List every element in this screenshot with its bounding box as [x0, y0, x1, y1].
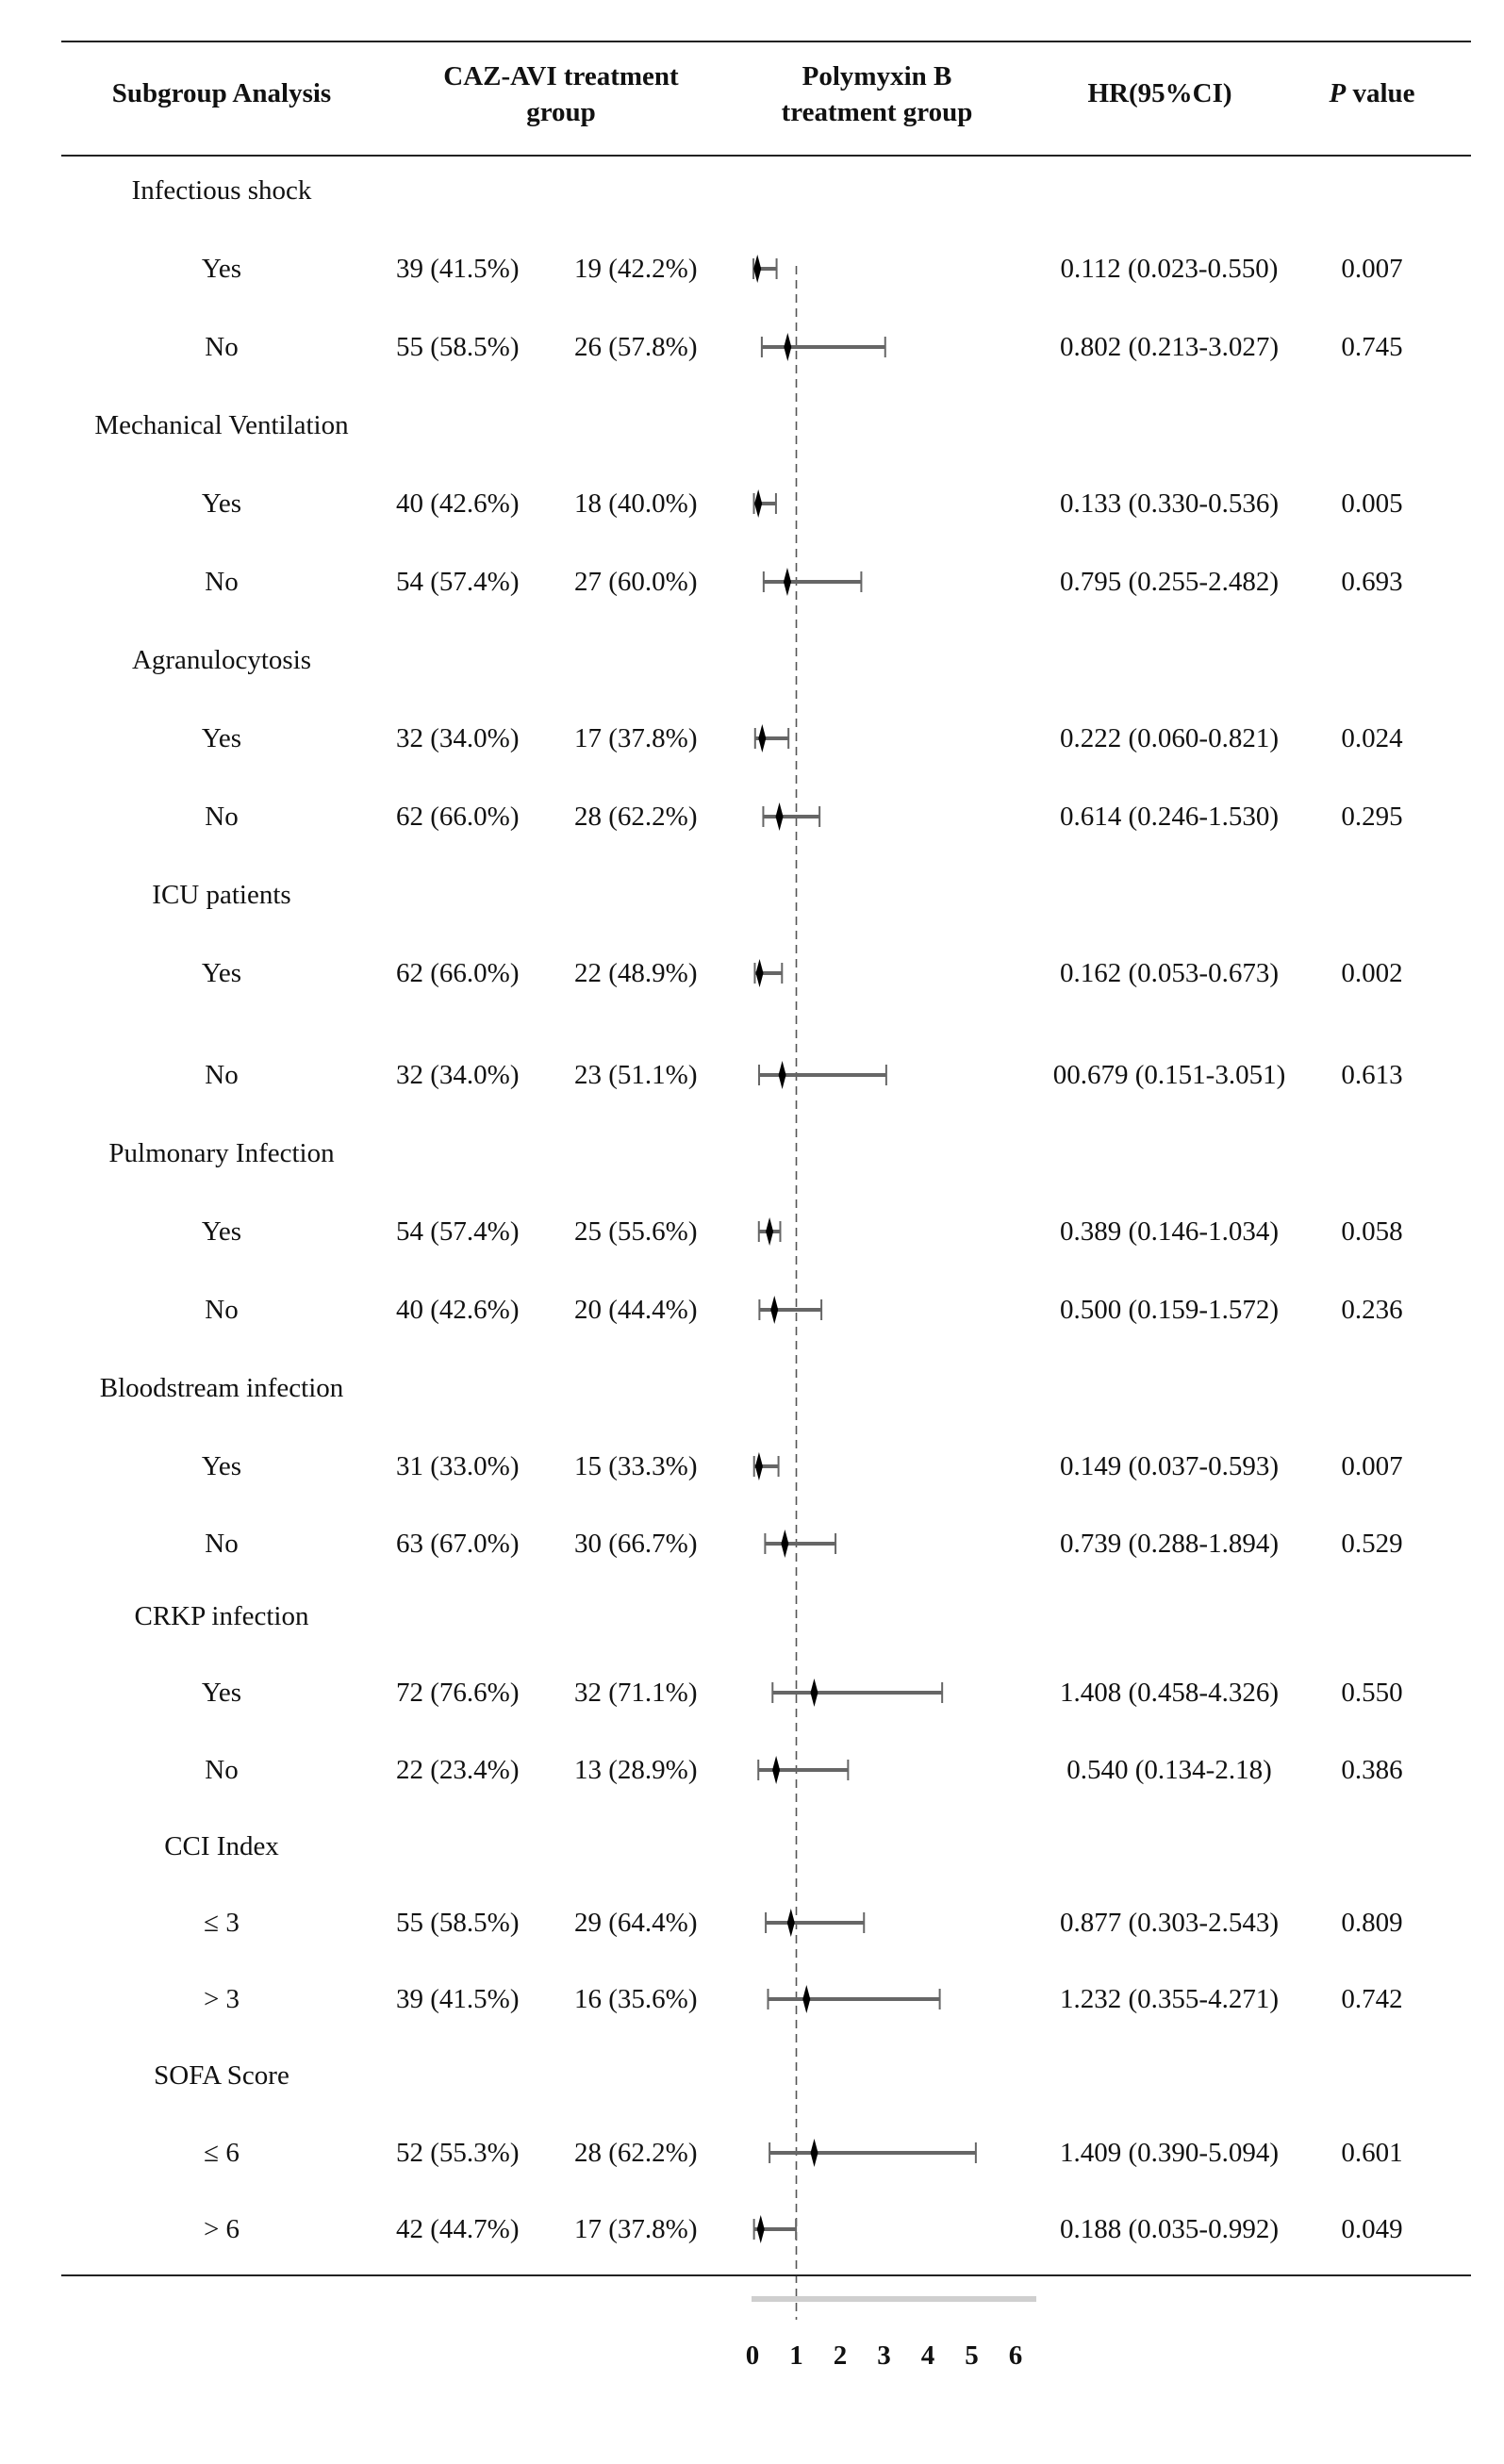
- hr-point: [770, 1296, 778, 1324]
- p-value: 0.295: [1341, 802, 1403, 832]
- pmb-value: 16 (35.6%): [574, 1984, 698, 2014]
- hr-point: [776, 802, 784, 831]
- caz-value: 55 (58.5%): [396, 1908, 520, 1938]
- hr-text: 0.500 (0.159-1.572): [1060, 1295, 1279, 1325]
- p-value: 0.058: [1341, 1216, 1403, 1247]
- p-value: 0.236: [1341, 1295, 1403, 1325]
- hr-text: 1.408 (0.458-4.326): [1060, 1678, 1279, 1708]
- hr-text: 0.133 (0.330-0.536): [1060, 488, 1279, 519]
- row-label: ≤ 3: [204, 1908, 240, 1938]
- row-label: Yes: [201, 1678, 242, 1708]
- group-title: Agranulocytosis: [131, 645, 312, 675]
- x-tick-label: 2: [833, 2340, 848, 2371]
- pmb-value: 32 (71.1%): [574, 1678, 698, 1708]
- hr-text: 0.739 (0.288-1.894): [1060, 1529, 1279, 1559]
- pmb-value: 18 (40.0%): [574, 488, 698, 519]
- header-caz-line2: group: [526, 97, 596, 127]
- p-value: 0.005: [1341, 488, 1403, 519]
- group-title: Infectious shock: [131, 175, 312, 206]
- header-hr: HR(95%CI): [1087, 78, 1232, 108]
- p-value: 0.007: [1341, 254, 1403, 284]
- p-value: 0.049: [1341, 2214, 1403, 2244]
- row-label: No: [205, 1529, 239, 1559]
- row-label: No: [205, 567, 239, 597]
- hr-point: [756, 959, 764, 987]
- p-value: 0.007: [1341, 1451, 1403, 1481]
- row-label: No: [205, 802, 239, 832]
- hr-text: 0.795 (0.255-2.482): [1060, 567, 1279, 597]
- x-tick-label: 4: [920, 2340, 935, 2371]
- p-value: 0.529: [1341, 1529, 1403, 1559]
- pmb-value: 19 (42.2%): [574, 254, 698, 284]
- x-tick-label: 6: [1008, 2340, 1023, 2371]
- pmb-value: 17 (37.8%): [574, 2214, 698, 2244]
- group-title: CRKP infection: [134, 1601, 309, 1631]
- caz-value: 40 (42.6%): [396, 488, 520, 519]
- header-pmb-line1: Polymyxin B: [802, 61, 952, 91]
- p-value: 0.386: [1341, 1755, 1403, 1785]
- caz-value: 39 (41.5%): [396, 1984, 520, 2014]
- hr-text: 1.409 (0.390-5.094): [1060, 2138, 1279, 2168]
- caz-value: 62 (66.0%): [396, 802, 520, 832]
- hr-text: 1.232 (0.355-4.271): [1060, 1984, 1279, 2014]
- row-label: No: [205, 332, 239, 362]
- pmb-value: 29 (64.4%): [574, 1908, 698, 1938]
- row-label: Yes: [201, 958, 242, 988]
- p-value: 0.024: [1341, 723, 1403, 753]
- header-pmb-line2: treatment group: [781, 97, 973, 127]
- hr-text: 0.614 (0.246-1.530): [1060, 802, 1279, 832]
- p-value: 0.745: [1341, 332, 1403, 362]
- hr-point: [802, 1985, 810, 2013]
- caz-value: 63 (67.0%): [396, 1529, 520, 1559]
- hr-point: [811, 2139, 818, 2167]
- pmb-value: 27 (60.0%): [574, 567, 698, 597]
- pmb-value: 22 (48.9%): [574, 958, 698, 988]
- caz-value: 40 (42.6%): [396, 1295, 520, 1325]
- p-value: 0.809: [1341, 1908, 1403, 1938]
- pmb-value: 25 (55.6%): [574, 1216, 698, 1247]
- hr-text: 0.222 (0.060-0.821): [1060, 723, 1279, 753]
- hr-text: 0.149 (0.037-0.593): [1060, 1451, 1279, 1481]
- p-value: 0.742: [1341, 1984, 1403, 2014]
- pmb-value: 13 (28.9%): [574, 1755, 698, 1785]
- bottom-rule: [61, 2274, 1471, 2276]
- group-title: Bloodstream infection: [99, 1373, 344, 1403]
- hr-text: 0.162 (0.053-0.673): [1060, 958, 1279, 988]
- caz-value: 72 (76.6%): [396, 1678, 520, 1708]
- p-value: 0.613: [1341, 1060, 1403, 1090]
- pmb-value: 23 (51.1%): [574, 1060, 698, 1090]
- row-label: Yes: [201, 254, 242, 284]
- caz-value: 52 (55.3%): [396, 2138, 520, 2168]
- hr-text: 0.540 (0.134-2.18): [1066, 1755, 1272, 1785]
- caz-value: 39 (41.5%): [396, 254, 520, 284]
- hr-point: [784, 568, 791, 596]
- hr-text: 0.877 (0.303-2.543): [1060, 1908, 1279, 1938]
- hr-point: [755, 1452, 763, 1480]
- group-title: Mechanical Ventilation: [94, 410, 349, 440]
- pmb-value: 28 (62.2%): [574, 802, 698, 832]
- caz-value: 31 (33.0%): [396, 1451, 520, 1481]
- p-value: 0.693: [1341, 567, 1403, 597]
- row-label: No: [205, 1295, 239, 1325]
- caz-value: 32 (34.0%): [396, 723, 520, 753]
- x-tick-label: 3: [877, 2340, 891, 2371]
- pmb-value: 30 (66.7%): [574, 1529, 698, 1559]
- hr-point: [810, 1678, 818, 1707]
- caz-value: 32 (34.0%): [396, 1060, 520, 1090]
- row-label: Yes: [201, 488, 242, 519]
- hr-point: [781, 1530, 788, 1558]
- group-title: ICU patients: [152, 880, 291, 910]
- caz-value: 62 (66.0%): [396, 958, 520, 988]
- group-title: SOFA Score: [154, 2060, 289, 2091]
- pmb-value: 26 (57.8%): [574, 332, 698, 362]
- hr-point: [784, 333, 791, 361]
- caz-value: 55 (58.5%): [396, 332, 520, 362]
- row-label: Yes: [201, 723, 242, 753]
- row-label: No: [205, 1060, 239, 1090]
- header-caz-line1: CAZ-AVI treatment: [443, 61, 679, 91]
- row-label: Yes: [201, 1216, 242, 1247]
- hr-point: [754, 489, 762, 518]
- row-label: > 6: [203, 2214, 240, 2244]
- x-tick-label: 1: [789, 2340, 803, 2371]
- hr-text: 0.389 (0.146-1.034): [1060, 1216, 1279, 1247]
- hr-point: [772, 1756, 780, 1784]
- caz-value: 54 (57.4%): [396, 1216, 520, 1247]
- header-p-italic: P: [1329, 78, 1347, 108]
- group-title: CCI Index: [164, 1831, 279, 1861]
- caz-value: 42 (44.7%): [396, 2214, 520, 2244]
- x-axis-bar: [752, 2296, 1036, 2302]
- x-tick-label: 0: [745, 2340, 760, 2371]
- row-label: Yes: [201, 1451, 242, 1481]
- hr-point: [758, 724, 766, 752]
- hr-text: 0.802 (0.213-3.027): [1060, 332, 1279, 362]
- pmb-value: 15 (33.3%): [574, 1451, 698, 1481]
- pmb-value: 17 (37.8%): [574, 723, 698, 753]
- hr-point: [757, 2215, 765, 2243]
- p-value: 0.002: [1341, 958, 1403, 988]
- pmb-value: 20 (44.4%): [574, 1295, 698, 1325]
- header-p-rest: value: [1346, 78, 1415, 108]
- row-label: No: [205, 1755, 239, 1785]
- hr-text: 00.679 (0.151-3.051): [1052, 1060, 1286, 1090]
- hr-point: [779, 1061, 786, 1089]
- hr-text: 0.188 (0.035-0.992): [1060, 2214, 1279, 2244]
- hr-point: [753, 255, 761, 283]
- caz-value: 22 (23.4%): [396, 1755, 520, 1785]
- row-label: > 3: [203, 1984, 240, 2014]
- row-label: ≤ 6: [204, 2138, 240, 2168]
- hr-point: [787, 1909, 795, 1937]
- x-tick-label: 5: [965, 2340, 979, 2371]
- pmb-value: 28 (62.2%): [574, 2138, 698, 2168]
- hr-point: [766, 1217, 773, 1246]
- p-value: 0.550: [1341, 1678, 1403, 1708]
- hr-text: 0.112 (0.023-0.550): [1060, 254, 1279, 284]
- p-value: 0.601: [1341, 2138, 1403, 2168]
- header-subgroup: Subgroup Analysis: [111, 78, 332, 108]
- group-title: Pulmonary Infection: [108, 1138, 335, 1168]
- caz-value: 54 (57.4%): [396, 567, 520, 597]
